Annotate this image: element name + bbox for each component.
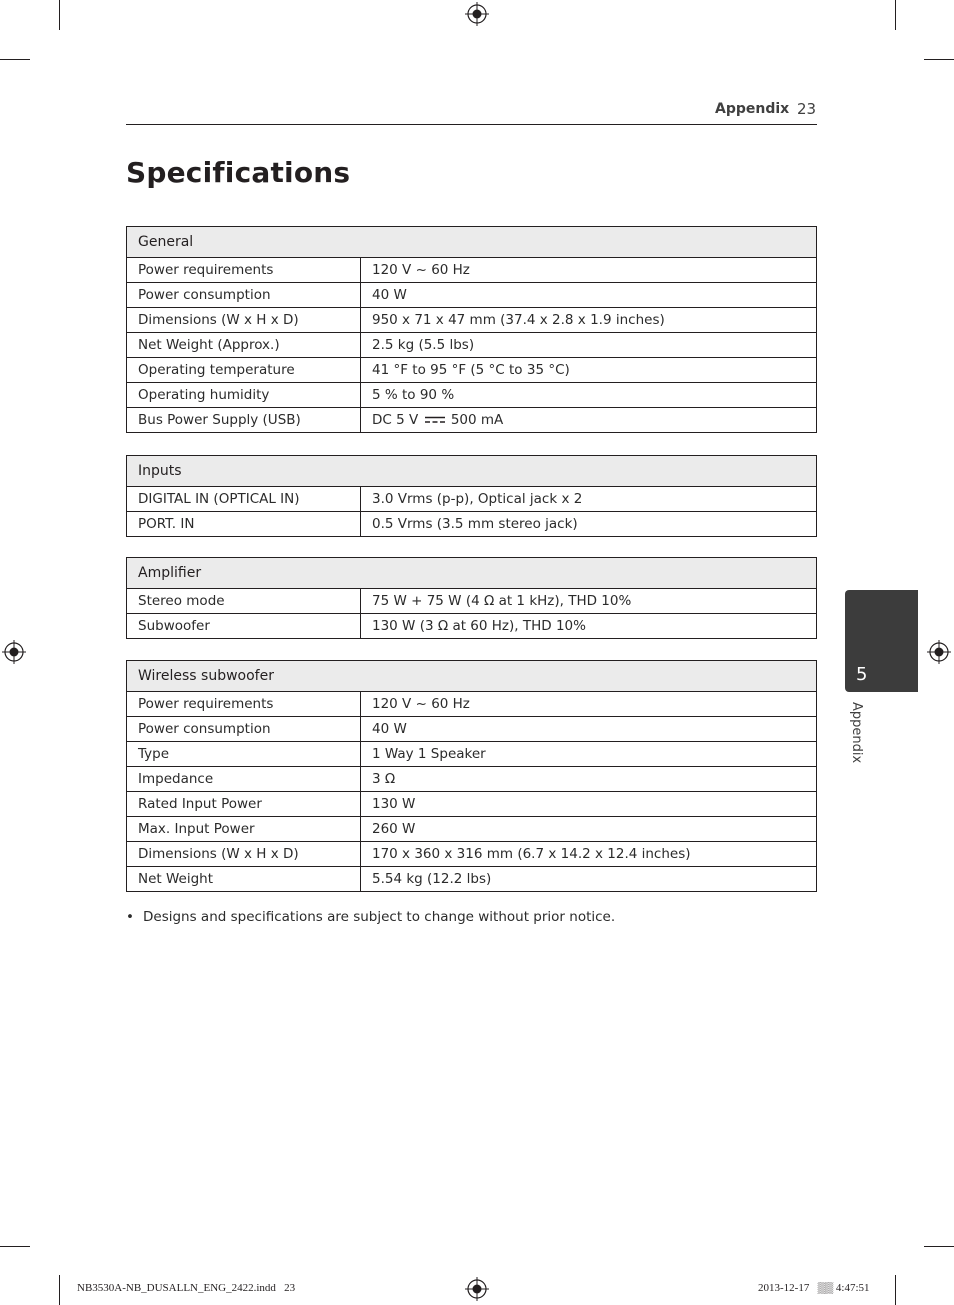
spec-value: 5.54 kg (12.2 lbs): [361, 867, 817, 892]
table-row: [127, 717, 817, 742]
table-row: [127, 589, 817, 614]
registration-mark-icon: [927, 640, 951, 664]
specifications-note: [126, 909, 615, 925]
spec-label: Rated Input Power: [127, 792, 361, 817]
table-heading: Wireless subwoofer: [127, 661, 817, 692]
crop-mark: [0, 1246, 30, 1247]
table-row: [127, 283, 817, 308]
spec-table-amplifier: [126, 557, 817, 639]
spec-value: 120 V ~ 60 Hz: [361, 692, 817, 717]
table-header-row: [127, 661, 817, 692]
table-header-row: [127, 558, 817, 589]
spec-value: 950 x 71 x 47 mm (37.4 x 2.8 x 1.9 inches): [361, 308, 817, 333]
registration-mark-icon: [2, 640, 26, 664]
table-row: [127, 383, 817, 408]
table-heading: General: [127, 227, 817, 258]
spec-value: 3.0 Vrms (p-p), Optical jack x 2: [361, 487, 817, 512]
table-row: [127, 512, 817, 537]
crop-mark: [924, 59, 954, 60]
table-row: [127, 792, 817, 817]
spec-value: 41 °F to 95 °F (5 °C to 35 °C): [361, 358, 817, 383]
spec-label: Net Weight: [127, 867, 361, 892]
crop-mark: [59, 1275, 60, 1305]
spec-label: Operating humidity: [127, 383, 361, 408]
spec-label: Power requirements: [127, 258, 361, 283]
spec-label: Dimensions (W x H x D): [127, 842, 361, 867]
table-row: [127, 614, 817, 639]
spec-value: 40 W: [361, 717, 817, 742]
table-row: [127, 487, 817, 512]
spec-label: Net Weight (Approx.): [127, 333, 361, 358]
footer-timestamp: 2013-12-17 ▒▒ 4:47:51: [758, 1282, 870, 1294]
crop-mark: [59, 0, 60, 30]
table-row: [127, 358, 817, 383]
spec-value: 130 W: [361, 792, 817, 817]
bullet: •: [126, 909, 134, 925]
table-row: [127, 408, 817, 433]
spec-table-wireless-subwoofer: [126, 660, 817, 892]
spec-label: Operating temperature: [127, 358, 361, 383]
spec-value-current: 500 mA: [450, 412, 504, 428]
spec-value: 5 % to 90 %: [361, 383, 817, 408]
spec-label: Power requirements: [127, 692, 361, 717]
direct-current-icon: [425, 416, 445, 424]
table-row: [127, 692, 817, 717]
page-number: 23: [797, 100, 817, 118]
table-row: [127, 842, 817, 867]
table-row: [127, 817, 817, 842]
spec-value: [361, 408, 817, 433]
spec-value: 3 Ω: [361, 767, 817, 792]
crop-mark: [895, 1275, 896, 1305]
spec-label: Stereo mode: [127, 589, 361, 614]
chapter-label: Appendix: [849, 702, 864, 764]
table-header-row: [127, 456, 817, 487]
spec-label: Max. Input Power: [127, 817, 361, 842]
spec-value: 260 W: [361, 817, 817, 842]
registration-mark-icon: [465, 1277, 489, 1301]
table-header-row: [127, 227, 817, 258]
spec-value: 170 x 360 x 316 mm (6.7 x 14.2 x 12.4 inches): [361, 842, 817, 867]
spec-label: Power consumption: [127, 717, 361, 742]
spec-label: Dimensions (W x H x D): [127, 308, 361, 333]
table-row: [127, 742, 817, 767]
table-row: [127, 767, 817, 792]
header-rule: [126, 124, 817, 125]
table-heading: Amplifier: [127, 558, 817, 589]
spec-label: Power consumption: [127, 283, 361, 308]
table-row: [127, 258, 817, 283]
note-text: Designs and specifications are subject to change without prior notice.: [143, 909, 616, 925]
spec-label: PORT. IN: [127, 512, 361, 537]
spec-value: 0.5 Vrms (3.5 mm stereo jack): [361, 512, 817, 537]
spec-value: 2.5 kg (5.5 lbs): [361, 333, 817, 358]
spec-label: DIGITAL IN (OPTICAL IN): [127, 487, 361, 512]
spec-label: Impedance: [127, 767, 361, 792]
footer-file-name: NB3530A-NB_DUSALLN_ENG_2422.indd 23: [77, 1282, 296, 1294]
table-row: [127, 867, 817, 892]
table-row: [127, 308, 817, 333]
crop-mark: [924, 1246, 954, 1247]
spec-label: Bus Power Supply (USB): [127, 408, 361, 433]
spec-value: 120 V ~ 60 Hz: [361, 258, 817, 283]
spec-table-inputs: [126, 455, 817, 537]
page-title: Specifications: [126, 156, 351, 189]
spec-table-general: [126, 226, 817, 433]
crop-mark: [0, 59, 30, 60]
spec-value: 130 W (3 Ω at 60 Hz), THD 10%: [361, 614, 817, 639]
chapter-number: 5: [856, 664, 868, 685]
spec-value-voltage: DC 5 V: [372, 412, 419, 428]
table-heading: Inputs: [127, 456, 817, 487]
registration-mark-icon: [465, 2, 489, 26]
table-row: [127, 333, 817, 358]
crop-mark: [895, 0, 896, 30]
running-header-section: Appendix: [715, 101, 790, 117]
spec-value: 1 Way 1 Speaker: [361, 742, 817, 767]
spec-label: Type: [127, 742, 361, 767]
spec-label: Subwoofer: [127, 614, 361, 639]
spec-value: 75 W + 75 W (4 Ω at 1 kHz), THD 10%: [361, 589, 817, 614]
spec-value: 40 W: [361, 283, 817, 308]
